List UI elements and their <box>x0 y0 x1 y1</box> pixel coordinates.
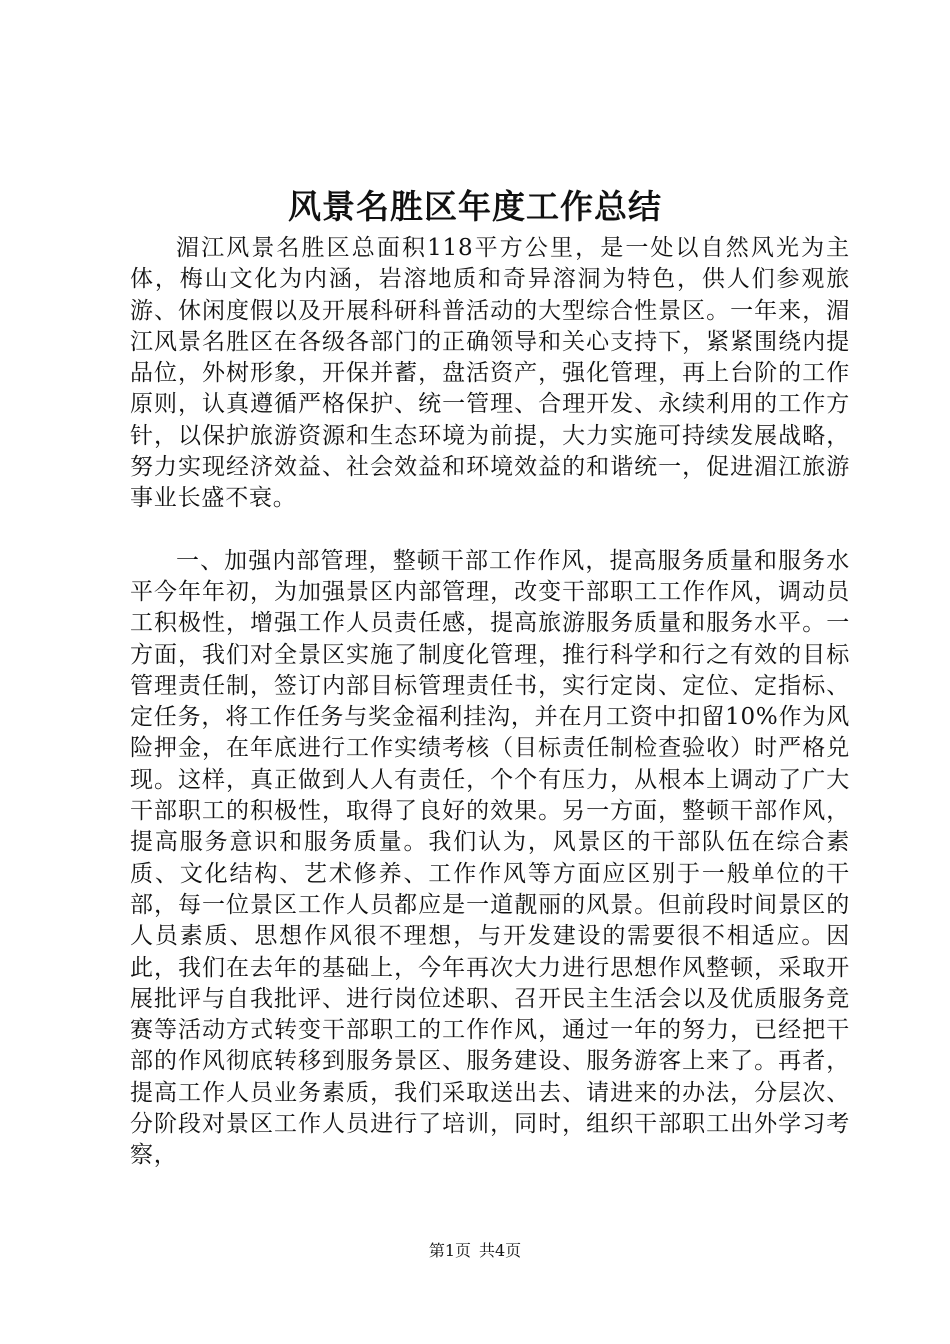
intro-paragraph: 湄江风景名胜区总面积118平方公里，是一处以自然风光为主体，梅山文化为内涵，岩溶地质和奇异溶洞为特色，供人们参观旅游、休闲度假以及开展科研科普活动的大型综合性景区。一年来，湄江风景名胜区在各级各部门的正确领导和关心支持下，紧紧围绕内提品位，外树形象，开保并蓄，盘活资产，强化管理，再上台阶的工作原则，认真遵循严格保护、统一管理、合理开发、永续利用的工作方针，以保护旅游资源和生态环境为前提，大力实施可持续发展战略，努力实现经济效益、社会效益和环境效益的和谐统一，促进湄江旅游事业长盛不衰。 <box>130 235 850 512</box>
section-one-paragraph: 一、加强内部管理，整顿干部工作作风，提高服务质量和服务水平今年年初，为加强景区内部管理，改变干部职工工作作风，调动员工积极性，增强工作人员责任感，提高旅游服务质量和服务水平。一方面，我们对全景区实施了制度化管理，推行科学和行之有效的目标管理责任制，签订内部目标管理责任书，实行定岗、定位、定指标、定任务，将工作任务与奖金福利挂沟，并在月工资中扣留10%作为风险押金，在年底进行工作实绩考核（目标责任制检查验收）时严格兑现。这样，真正做到人人有责任，个个有压力，从根本上调动了广大干部职工的积极性，取得了良好的效果。另一方面，整顿干部作风，提高服务意识和服务质量。我们认为，风景区的干部队伍在综合素质、文化结构、艺术修养、工作作风等方面应区别于一般单位的干部，每一位景区工作人员都应是一道靓丽的风景。但前段时间景区的人员素质、思想作风很不理想，与开发建设的需要很不相适应。因此，我们在去年的基础上，今年再次大力进行思想作风整顿，采取开展批评与自我批评、进行岗位述职、召开民主生活会以及优质服务竞赛等活动方式转变干部职工的工作作风，通过一年的努力，已经把干部的作风彻底转移到服务景区、服务建设、服务游客上来了。再者，提高工作人员业务素质，我们采取送出去、请进来的办法，分层次、分阶段对景区工作人员进行了培训，同时，组织干部职工出外学习考察， <box>130 547 850 1169</box>
document-body <box>130 233 850 1172</box>
page-total: 共4页 <box>479 1241 522 1260</box>
page-footer <box>0 1239 950 1263</box>
page-number: 第1页 <box>428 1241 471 1260</box>
document-title: 风景名胜区年度工作总结 <box>288 187 662 226</box>
